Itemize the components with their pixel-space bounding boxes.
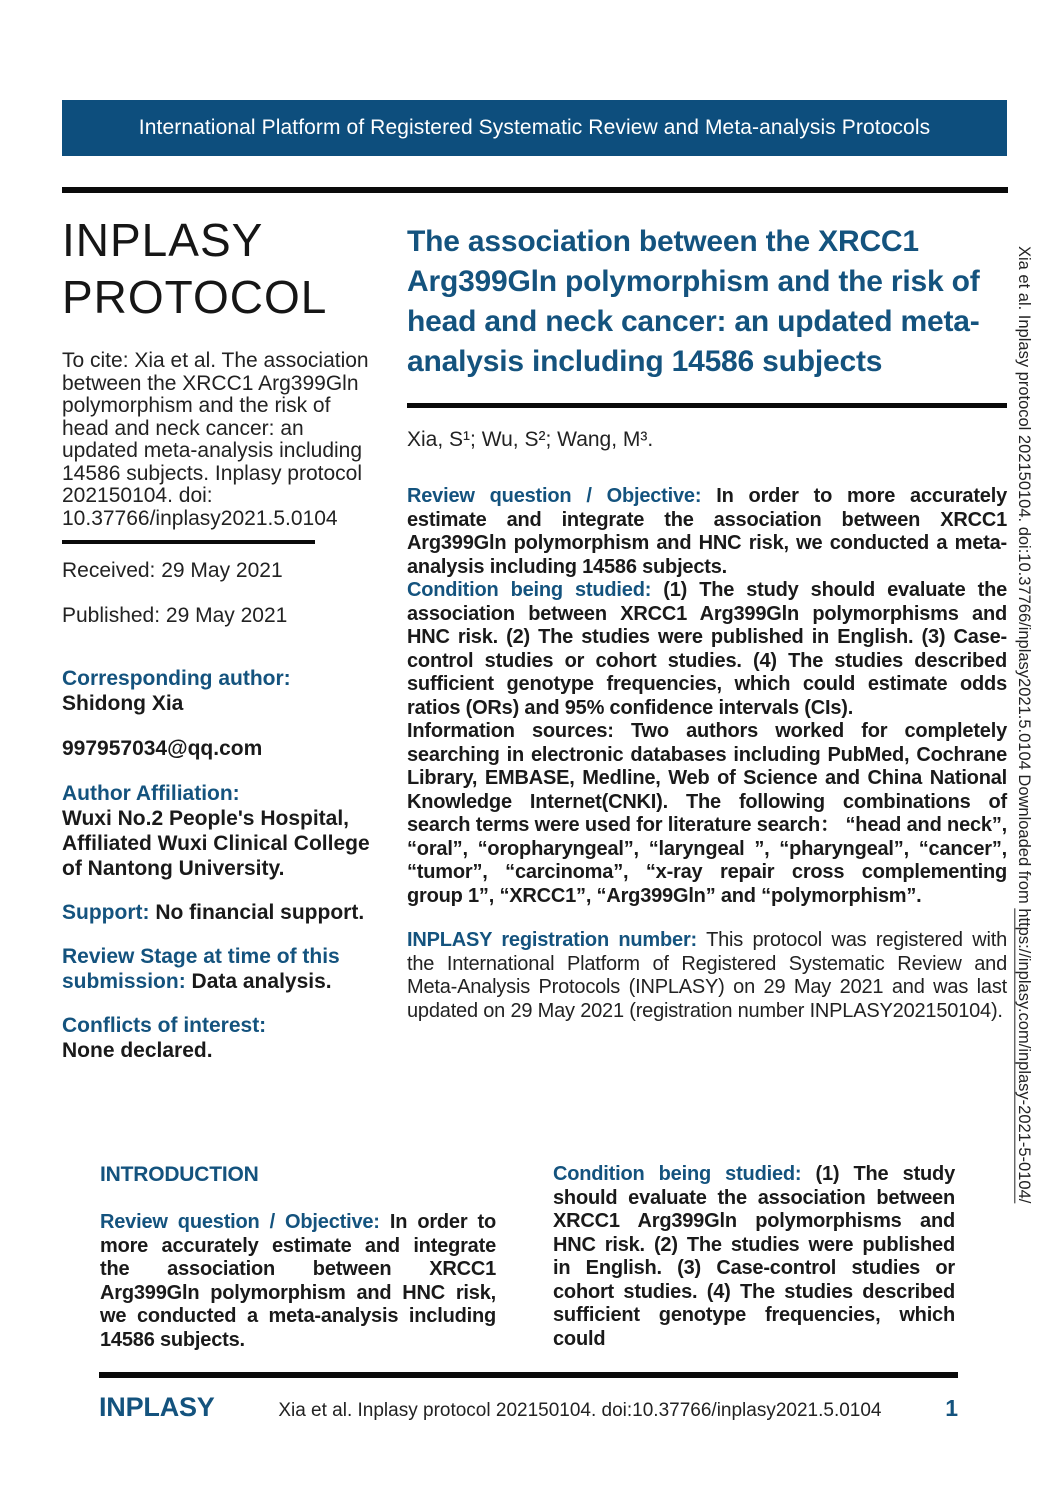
condition-column [553,1163,955,1351]
conflicts-block [62,1013,374,1063]
review-stage-label: Review Stage at time of this submission: [62,945,340,993]
author-affiliation-block [62,781,374,881]
side-margin-watermark [1014,246,1033,1336]
published-date: Published: 29 May 2021 [62,604,288,627]
corresponding-author-label: Corresponding author: [62,667,291,690]
inplasy-protocol-masthead [62,212,384,326]
information-sources-text: Two authors worked for completely searching in electronic databases including PubMed, Cochrane Library, EMBASE, Medline, Web of Science and China National Knowledge Internet(CNKI). The following combinations of search terms were used for literature search： “head and neck”, “oral”, “oropharyngeal”, “laryngeal ”, “pharyngeal”, “cancer”, “tumor”, “carcinoma”, “x-ray repair cross complementing group 1”, “XRCC1”, “Arg399Gln” and “polymorphism”. [407,720,1007,907]
registration-label: INPLASY registration number: [407,929,697,951]
footer-page-number: 1 [945,1395,958,1421]
author-affiliation-label: Author Affiliation: [62,782,240,805]
right-column [407,222,1007,1023]
support-text: No financial support. [155,901,365,924]
footer-brand: INPLASY [99,1392,215,1422]
masthead-line-1: INPLASY [62,214,264,266]
introduction-heading: INTRODUCTION [100,1163,259,1186]
information-sources-label: Information sources: [407,720,614,742]
conflicts-text: None declared. [62,1039,213,1062]
review-question-text: In order to more accurately estimate and integrate the association between XRCC1 Arg399Gln polymorphism and HNC risk, we conducted a meta-analysis including 14586 subjects. [407,485,1008,578]
registration-paragraph [407,929,1007,1023]
footer [99,1392,958,1423]
received-date: Received: 29 May 2021 [62,559,283,582]
review-stage-block [62,944,374,994]
masthead-line-2: PROTOCOL [62,271,328,323]
article-title: The association between the XRCC1 Arg399Gln polymorphism and the risk of head and neck cancer: an updated meta-analysis including 14586 subjects [407,225,980,378]
condition-label: Condition being studied: [407,579,652,601]
corresponding-author-name: Shidong Xia [62,692,184,715]
conflicts-label: Conflicts of interest: [62,1014,267,1037]
corresponding-author-block [62,666,374,716]
side-margin-download-link[interactable]: https://inplasy.com/inplasy-2021-5-0104/ [1015,908,1033,1204]
support-label: Support: [62,901,150,924]
review-stage-text: Data analysis. [191,970,332,993]
review-question-paragraph [407,485,1007,579]
left-column [62,212,384,1063]
header-divider [62,187,1008,193]
cite-divider [62,540,315,544]
author-affiliation-text: Wuxi No.2 People's Hospital, Affiliated Wuxi Clinical College of Nantong University. [62,807,370,880]
introduction-review-question-text: In order to more accurately estimate and integrate the association between XRCC1 Arg399Gln polymorphism and HNC risk, we conducted a meta-analysis including 14586 subjects. [100,1211,496,1351]
information-sources-paragraph [407,720,1007,908]
introduction-review-question-label: Review question / Objective: [100,1211,380,1233]
condition-paragraph [407,579,1007,720]
author-list: Xia, S¹; Wu, S²; Wang, M³. [407,428,654,451]
introduction-column [100,1163,496,1352]
title-divider [407,403,1007,408]
platform-banner-title: International Platform of Registered Systematic Review and Meta-analysis Protocols [138,116,931,139]
footer-divider [99,1372,958,1378]
introduction-condition-text: (1) The study should evaluate the association between XRCC1 Arg399Gln polymorphisms and HNC risk. (2) The studies were published in English. (3) Case-control studies or cohort studies. (4) The studies described sufficient genotype frequencies, which could [553,1163,955,1350]
introduction-condition-label: Condition being studied: [553,1163,802,1185]
review-question-label: Review question / Objective: [407,485,702,507]
footer-citation: Xia et al. Inplasy protocol 202150104. doi:10.37766/inplasy2021.5.0104 [278,1400,882,1421]
citation-note: To cite: Xia et al. The association between the XRCC1 Arg399Gln polymorphism and the risk of head and neck cancer: an updated meta-analysis including 14586 subjects. Inplasy protocol 202150104. doi: 10.37766/inplasy2021.5.0104 [62,349,369,530]
introduction-condition-paragraph [553,1163,955,1351]
corresponding-author-email: 997957034@qq.com [62,737,263,760]
registration-text: This protocol was registered with the International Platform of Registered Systematic Review and Meta-Analysis Protocols (INPLASY) on 29 May 2021 and was last updated on 29 May 2021 (registration number INPLASY202150104). [407,929,1007,1022]
support-block [62,900,374,925]
platform-banner [62,100,1007,156]
side-margin-text: Xia et al. Inplasy protocol 202150104. doi:10.37766/inplasy2021.5.0104 Downloaded from [1015,246,1033,909]
condition-text: (1) The study should evaluate the association between XRCC1 Arg399Gln polymorphisms and HNC risk. (2) The studies were published in English. (3) Case-control studies or cohort studies. (4) The studies described sufficient genotype frequencies, which could estimate odds ratios (ORs) and 95% confidence intervals (CIs). [407,579,1008,719]
introduction-review-question-paragraph [100,1211,496,1352]
